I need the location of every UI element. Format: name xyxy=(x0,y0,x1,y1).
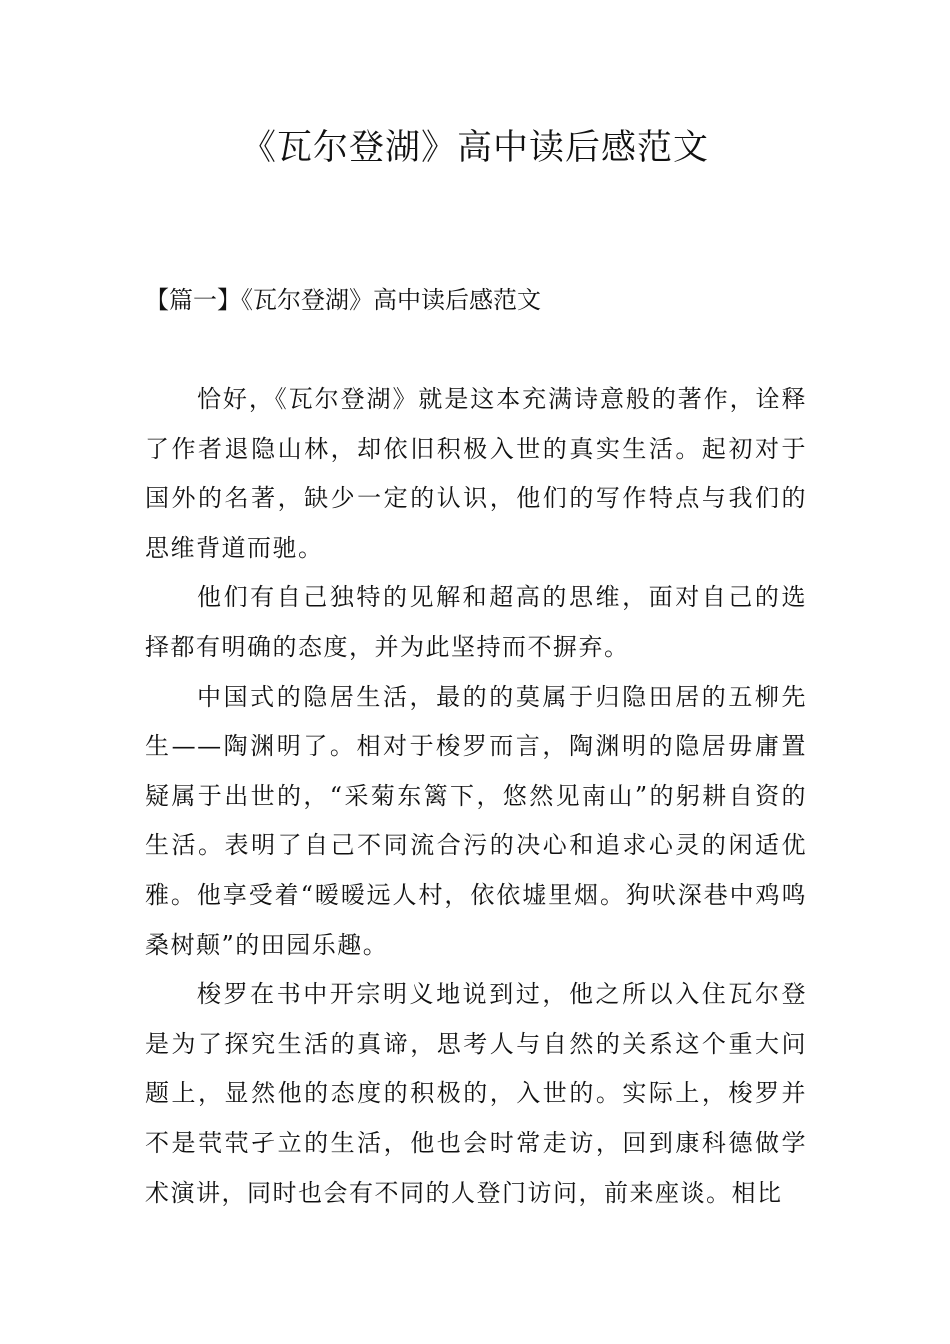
section-heading: 【篇一】《瓦尔登湖》高中读后感范文 xyxy=(145,286,541,314)
paragraph: 中国式的隐居生活，最的的莫属于归隐田居的五柳先生——陶渊明了。相对于梭罗而言，陶渊明的隐居毋庸置疑属于出世的，“采菊东篱下，悠然见南山”的躬耕自资的生活。表明了自己不同流合污的决心和追求心灵的闲适优雅。他享受着“暧暧远人村，依依墟里烟。狗吠深巷中鸡鸣桑树颠”的田园乐趣。 xyxy=(145,682,807,959)
paragraph: 恰好，《瓦尔登湖》就是这本充满诗意般的著作，诠释了作者退隐山林，却依旧积极入世的真实生活。起初对于国外的名著，缺少一定的认识，他们的写作特点与我们的思维背道而驰。 xyxy=(145,385,807,562)
paragraph: 梭罗在书中开宗明义地说到过，他之所以入住瓦尔登是为了探究生活的真谛，思考人与自然的关系这个重大问题上，显然他的态度的积极的，入世的。实际上，梭罗并不是茕茕孑立的生活，他也会时常走访，回到康科德做学术演讲，同时也会有不同的人登门访问，前来座谈。相比 xyxy=(145,980,807,1207)
document-title: 《瓦尔登湖》高中读后感范文 xyxy=(240,128,709,168)
article-body xyxy=(145,375,807,1218)
paragraph: 他们有自己独特的见解和超高的思维，面对自己的选择都有明确的态度，并为此坚持而不摒弃。 xyxy=(145,583,807,661)
